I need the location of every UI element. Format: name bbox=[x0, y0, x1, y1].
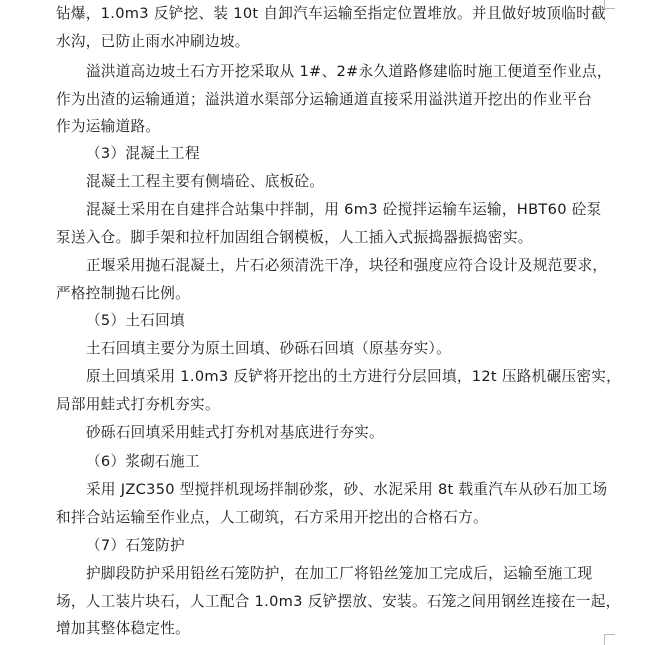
paragraph-concrete-mixing bbox=[56, 196, 602, 251]
text-line: 和拌合站运输至作业点，人工砌筑，石方采用开挖出的合格石方。 bbox=[56, 508, 488, 526]
text-line: 护脚段防护采用铅丝石笼防护，在加工厂将铅丝笼加工完成后，运输至施工现 bbox=[86, 565, 593, 582]
paragraph-blasting bbox=[56, 0, 606, 55]
paragraph-masonry bbox=[56, 476, 608, 531]
text-line: 原土回填采用 1.0m3 反铲将开挖出的土方进行分层回填，12t 压路机碾压密实， bbox=[86, 368, 622, 385]
paragraph-backfill-types bbox=[56, 335, 591, 363]
text-line: 正堰采用抛石混凝土，片石必须清洗干净，块径和强度应符合设计及规范要求， bbox=[86, 257, 608, 274]
heading-earth-backfill: （5）土石回填 bbox=[86, 312, 185, 329]
paragraph-soil-backfill bbox=[56, 363, 622, 418]
text-line: 砂砾石回填采用蛙式打夯机对基底进行夯实。 bbox=[86, 424, 384, 441]
crop-mark-bottom-right bbox=[604, 634, 615, 645]
text-line: 严格控制抛石比例。 bbox=[56, 284, 191, 302]
text-line: 混凝土采用在自建拌合站集中拌制，用 6m3 砼搅拌运输车运输，HBT60 砼泵 bbox=[86, 201, 602, 218]
text-line: 采用 JZC350 型搅拌机现场拌制砂浆，砂、水泥采用 8t 载重汽车从砂石加工场 bbox=[86, 481, 608, 498]
paragraph-gabion bbox=[56, 560, 621, 643]
heading-masonry: （6）浆砌石施工 bbox=[86, 453, 200, 470]
text-line: 水沟，已防止雨水冲刷边坡。 bbox=[56, 32, 250, 50]
text-line: 混凝土工程主要有侧墙砼、底板砼。 bbox=[86, 173, 325, 190]
text-line: 溢洪道高边坡土石方开挖采取从 1#、2#永久道路修建临时施工便道至作业点， bbox=[86, 63, 612, 80]
heading-concrete: （3）混凝土工程 bbox=[86, 145, 200, 162]
heading-gabion: （7）石笼防护 bbox=[86, 537, 185, 554]
paragraph-spillway bbox=[56, 58, 612, 141]
text-line: 泵送入仓。脚手架和拉杆加固组合钢模板，人工插入式振捣器振捣密实。 bbox=[56, 228, 533, 246]
text-line: 场，人工装片块石，人工配合 1.0m3 反铲摆放、安装。石笼之间用钢丝连接在一起， bbox=[56, 592, 621, 610]
text-line: 作为运输道路。 bbox=[56, 118, 161, 135]
text-line: 钻爆，1.0m3 反铲挖、装 10t 自卸汽车运输至指定位置堆放。并且做好坡顶临时截 bbox=[56, 5, 606, 22]
paragraph-concrete-intro bbox=[56, 168, 591, 196]
text-line: 局部用蛙式打夯机夯实。 bbox=[56, 395, 220, 413]
text-line: 作为出渣的运输通道；溢洪道水渠部分运输通道直接采用溢洪道开挖出的作业平台 bbox=[56, 90, 593, 108]
text-line: 土石回填主要分为原土回填、砂砾石回填（原基夯实）。 bbox=[86, 340, 452, 357]
text-line: 增加其整体稳定性。 bbox=[56, 620, 191, 637]
paragraph-gravel-backfill bbox=[56, 419, 591, 447]
paragraph-weir bbox=[56, 252, 608, 307]
